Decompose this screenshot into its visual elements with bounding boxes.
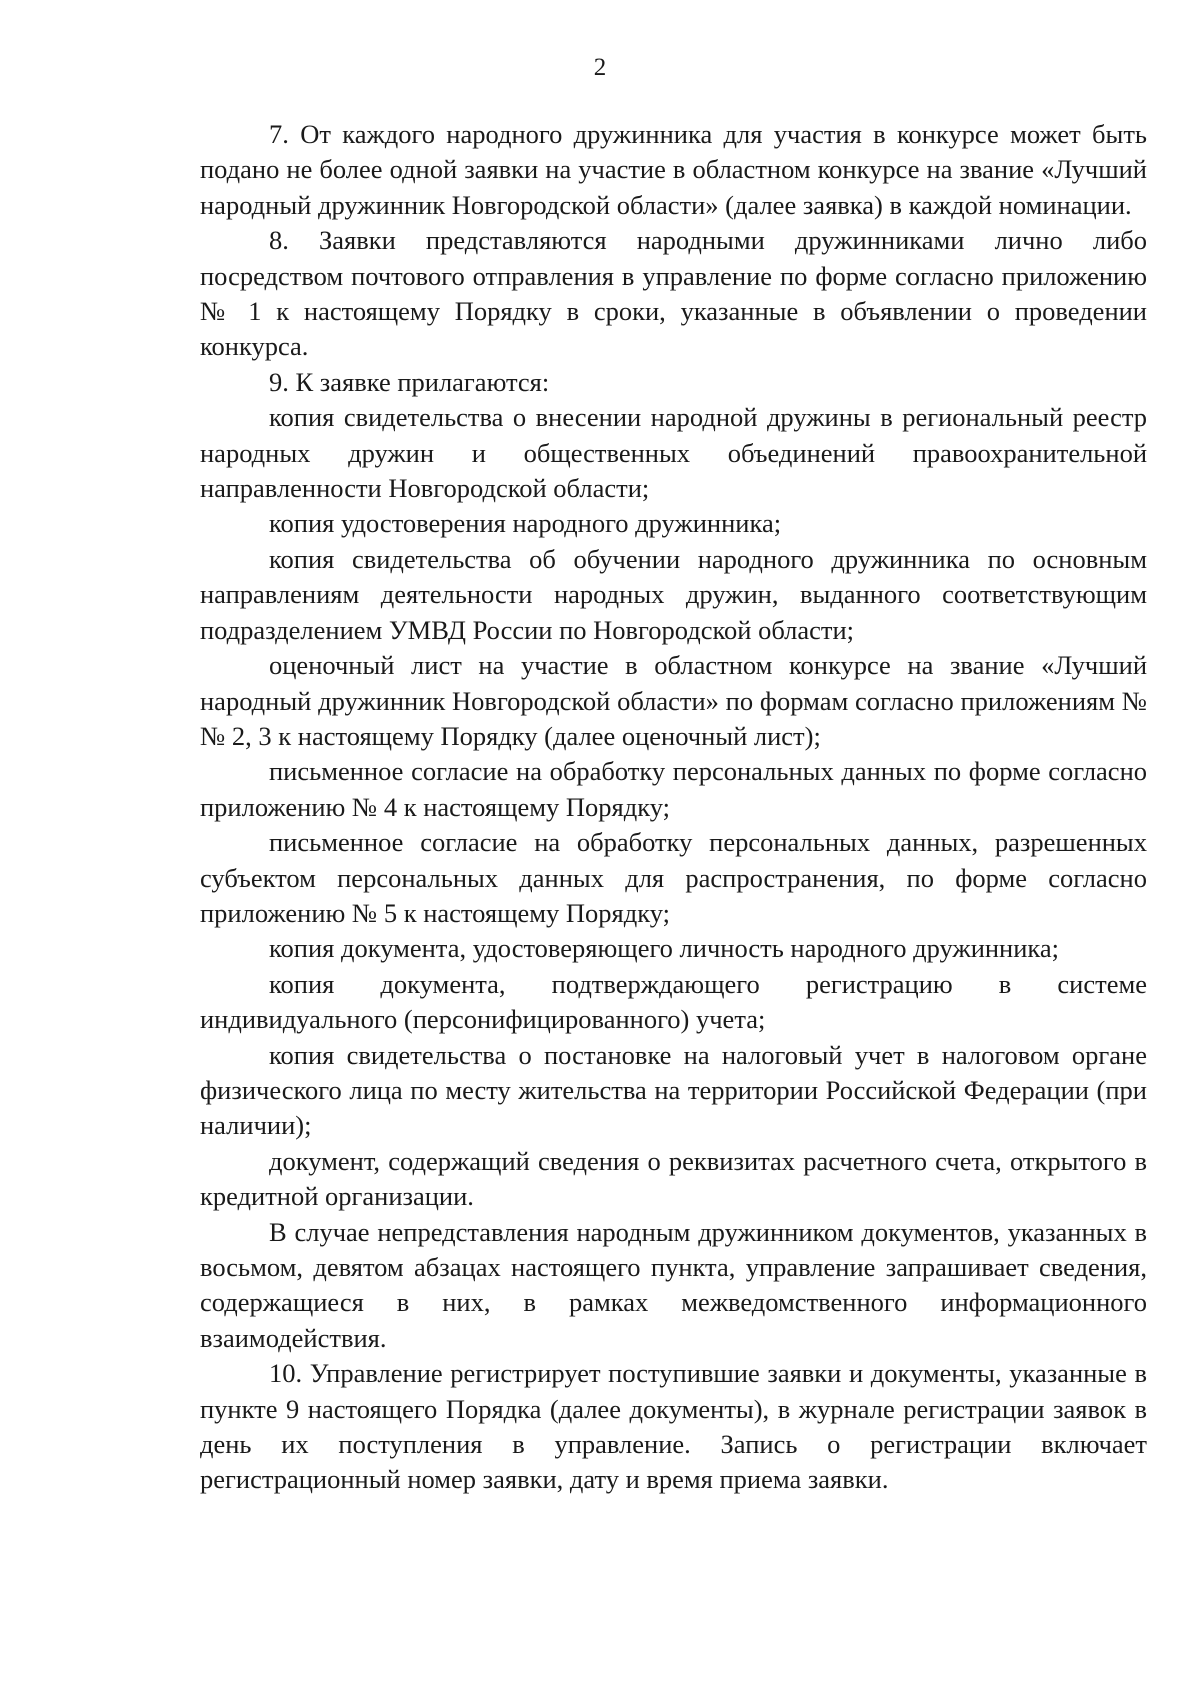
list-item-bank-account: документ, содержащий сведения о реквизитах расчетного счета, открытого в кредитной организации. bbox=[200, 1145, 1147, 1212]
paragraph-8: 8. Заявки представляются народными дружинниками лично либо посредством почтового отправления в управление по форме согласно приложению № 1 к настоящему Порядку в сроки, указанные в объявлении о проведении конкурса. bbox=[200, 225, 1147, 362]
list-item-registry-certificate: копия свидетельства о внесении народной дружины в региональный реестр народных дружин и общественных объединений правоохранительной направленности Новгородской области; bbox=[200, 402, 1147, 504]
list-item-tax-certificate: копия свидетельства о постановке на налоговый учет в налоговом органе физического лица по месту жительства на территории Российской Федерации (при наличии); bbox=[200, 1039, 1147, 1141]
page-number: 2 bbox=[593, 54, 607, 81]
list-item-identity-document: копия документа, удостоверяющего личность народного дружинника; bbox=[269, 933, 1060, 964]
list-item-distribution-consent: письменное согласие на обработку персональных данных, разрешенных субъектом персональных данных для распространения, по форме согласно приложению № 5 к настоящему Порядку; bbox=[200, 827, 1147, 928]
paragraph-7: 7. От каждого народного дружинника для участия в конкурсе может быть подано не более одной заявки на участие в областном конкурсе на звание «Лучший народный дружинник Новгородской области» (далее заявка) в каждой номинации. bbox=[200, 119, 1147, 220]
paragraph-interagency-request: В случае непредставления народным дружинником документов, указанных в восьмом, девятом абзацах настоящего пункта, управление запрашивает сведения, содержащиеся в них, в рамках межведомственного информационного взаимодействия. bbox=[200, 1216, 1147, 1353]
list-item-training-certificate: копия свидетельства об обучении народного дружинника по основным направлениям деятельности народных дружин, выданного соответствующим подразделением УМВД России по Новгородской области; bbox=[200, 543, 1147, 645]
list-item-id-card: копия удостоверения народного дружинника; bbox=[269, 508, 782, 539]
list-item-registration-document: копия документа, подтверждающего регистрацию в системе индивидуального (персонифицированного) учета; bbox=[200, 968, 1147, 1035]
document-body bbox=[200, 117, 1147, 1498]
paragraph-9-intro: 9. К заявке прилагаются: bbox=[269, 366, 550, 397]
list-item-personal-data-consent: письменное согласие на обработку персональных данных по форме согласно приложению № 4 к настоящему Порядку; bbox=[200, 756, 1147, 822]
paragraph-10: 10. Управление регистрирует поступившие заявки и документы, указанные в пункте 9 настоящего Порядка (далее документы), в журнале регистрации заявок в день их поступления в управление. Запись о регистрации включает регистрационный номер заявки, дату и время приема заявки. bbox=[200, 1358, 1147, 1495]
list-item-evaluation-sheet: оценочный лист на участие в областном конкурсе на звание «Лучший народный дружинник Новгородской области» по формам согласно приложениям №№ 2, 3 к настоящему Порядку (далее оценочный лист); bbox=[200, 650, 1147, 751]
